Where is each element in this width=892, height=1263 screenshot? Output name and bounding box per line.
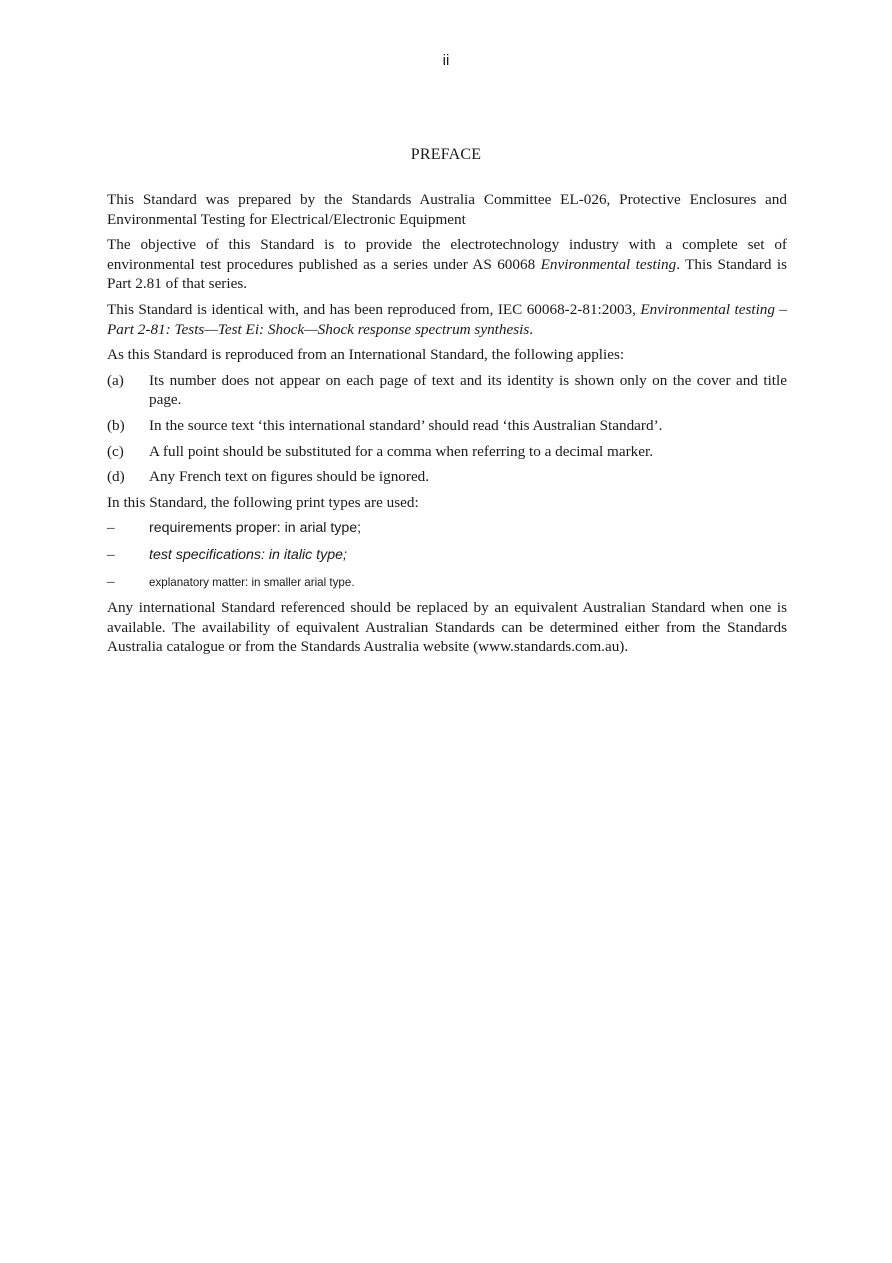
objective-paragraph [107, 235, 787, 294]
applies-paragraph: As this Standard is reproduced from an International Standard, the following applies: [107, 346, 625, 364]
print-type-item [107, 518, 787, 539]
list-item [107, 416, 787, 436]
list-item-text: In the source text ‘this international standard’ should read ‘this Australian Standard’. [149, 416, 663, 434]
dash-bullet: – [107, 572, 115, 590]
list-item [107, 371, 787, 410]
dash-bullet: – [107, 545, 115, 563]
dash-bullet: – [107, 519, 115, 537]
iec-title: Environmental testing – Part 2-81: Tests—Test Ei: Shock—Shock response spectrum synthesis [107, 300, 787, 338]
list-item-label: (b) [107, 416, 125, 434]
print-type-item [107, 572, 787, 593]
print-type-text: test specifications: in italic type; [149, 546, 347, 563]
list-item-label: (a) [107, 371, 124, 389]
references-paragraph: Any international Standard referenced should be replaced by an equivalent Australian Standard when one is available. The availability of equivalent Australian Standards can be determined either from the Standards Australia catalogue or from the Standards Australia website (www.standards.com.au). [107, 599, 787, 656]
identity-text-start: This Standard is identical with, and has been reproduced from, IEC 60068-2-81:2003, [107, 300, 641, 318]
page-title: PREFACE [410, 146, 482, 163]
print-type-text: explanatory matter: in smaller arial type. [149, 575, 355, 589]
list-item-label: (d) [107, 468, 125, 486]
identity-text-end: . [529, 320, 534, 338]
print-type-item [107, 545, 787, 566]
applies-list [107, 371, 787, 487]
series-title: Environmental testing [540, 255, 677, 273]
print-types-paragraph: In this Standard, the following print types are used: [107, 493, 419, 511]
list-item-text: Any French text on figures should be ignored. [149, 468, 430, 486]
list-item-label: (c) [107, 442, 124, 460]
list-item-text: Its number does not appear on each page of text and its identity is shown only on the cover and title page. [149, 371, 787, 409]
list-item-text: A full point should be substituted for a comma when referring to a decimal marker. [149, 442, 654, 460]
list-item [107, 442, 787, 462]
objective-text-start: The objective of this Standard is to provide the electrotechnology industry with a complete set of environmental test procedures published as a series under AS 60068 [107, 236, 787, 273]
page-number: ii [442, 52, 450, 69]
identity-paragraph [107, 300, 787, 339]
print-types-list [107, 518, 787, 592]
print-type-text: requirements proper: in arial type; [149, 520, 362, 537]
objective-text-end: . This Standard is Part 2.81 of that series. [107, 255, 788, 293]
preface-body [107, 190, 787, 663]
committee-paragraph: This Standard was prepared by the Standards Australia Committee EL-026, Protective Enclosures and Environmental Testing for Electrical/Electronic Equipment [107, 191, 787, 228]
list-item [107, 467, 787, 487]
